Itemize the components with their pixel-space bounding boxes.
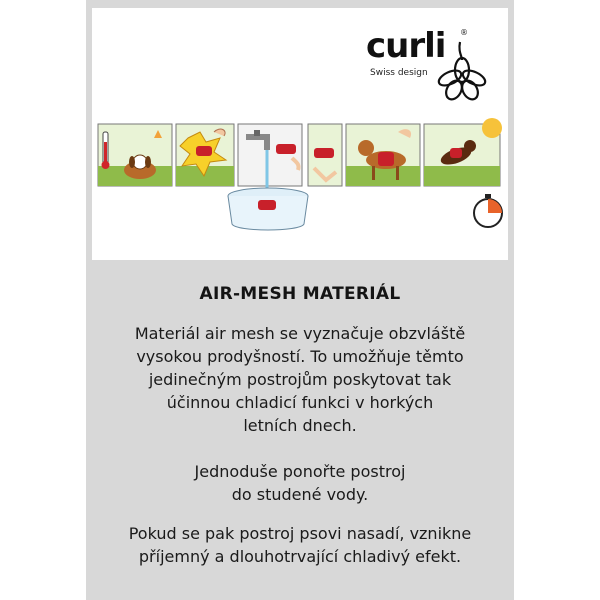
- text-section: [86, 260, 514, 600]
- logo-wordmark: curli: [366, 26, 446, 66]
- paragraph-line: účinnou chladicí funkci v horkých: [166, 393, 434, 412]
- illustration-panel: [92, 8, 508, 260]
- comic-strip: [96, 118, 506, 243]
- description-paragraph-2: [92, 460, 508, 506]
- paragraph-line: Jednoduše ponořte postroj: [194, 462, 406, 481]
- description-paragraph-3: [92, 522, 508, 568]
- sun-icon: [482, 118, 502, 138]
- panel-dog-harness: [346, 124, 420, 186]
- panel-happy-dog: [424, 118, 502, 186]
- stopwatch-icon: [474, 194, 502, 227]
- brand-logo: [360, 24, 500, 114]
- water-bowl-icon: [228, 188, 308, 230]
- thermometer-icon: [102, 132, 110, 169]
- panel-hands-harness: [308, 124, 342, 186]
- logo-tagline: Swiss design: [370, 68, 428, 78]
- paragraph-line: letních dnech.: [243, 416, 357, 435]
- paragraph-line: Pokud se pak postroj psovi nasadí, vznikne: [128, 524, 472, 543]
- paragraph-line: vysokou prodyšností. To umožňuje těmto: [136, 347, 464, 366]
- description-paragraph-1: [92, 322, 508, 437]
- paragraph-line: příjemný a dlouhotrvající chladivý efekt.: [138, 547, 462, 566]
- paragraph-line: jedinečným postrojům poskytovat tak: [148, 370, 452, 389]
- paragraph-line: do studené vody.: [231, 485, 369, 504]
- section-heading: AIR-MESH MATERIÁL: [199, 284, 401, 304]
- panel-harness-splash: [176, 124, 234, 186]
- registered-mark: ®: [460, 28, 468, 37]
- panel-tap: [238, 124, 302, 188]
- paragraph-line: Materiál air mesh se vyznačuje obzvláště: [134, 324, 466, 343]
- flower-logo-icon: [432, 32, 492, 107]
- panel-hot-dog: [98, 124, 172, 186]
